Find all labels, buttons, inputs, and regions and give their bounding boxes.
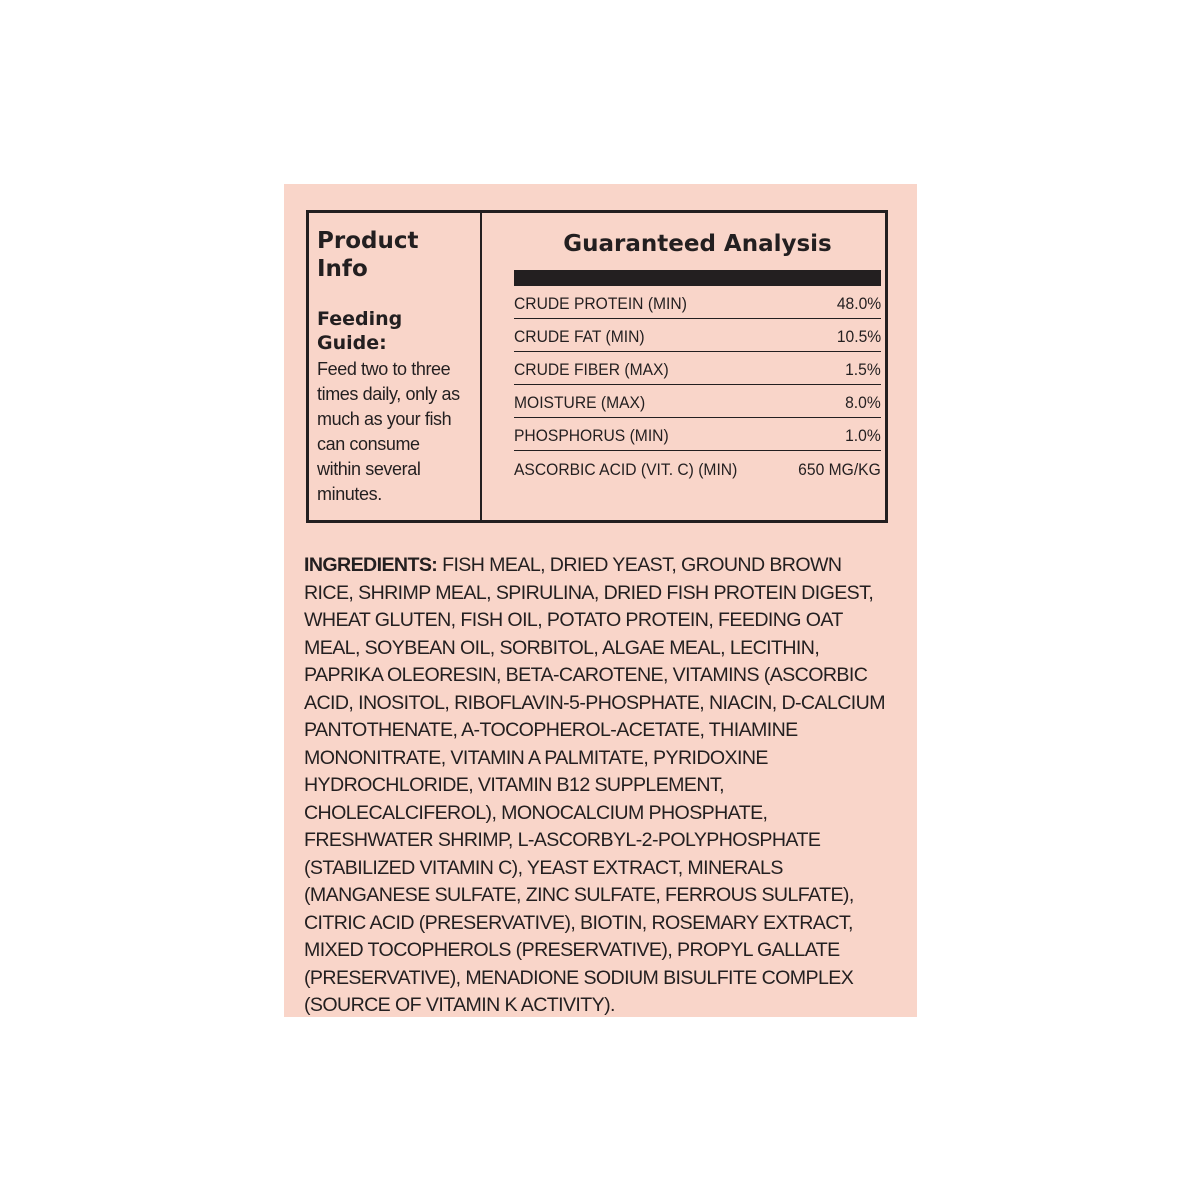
label-panel bbox=[284, 184, 917, 1017]
analysis-row-name: PHOSPHORUS (MIN) bbox=[514, 426, 669, 445]
ingredients-text: FISH MEAL, DRIED YEAST, GROUND BROWN RICE, SHRIMP MEAL, SPIRULINA, DRIED FISH PROTEIN DIGEST, WHEAT GLUTEN, FISH OIL, POTATO PROTEIN, FEEDING OAT MEAL, SOYBEAN OIL, SORBITOL, ALGAE MEAL, LECITHIN, PAPRIKA OLEORESIN, BETA-CAROTENE, VITAMINS (ASCORBIC ACID, INOSITOL, RIBOFLAVIN-5-PHOSPHATE, NIACIN, D-CALCIUM PANTOTHENATE, A-TOCOPHEROL-ACETATE, THIAMINE MONONITRATE, VITAMIN A PALMITATE, PYRIDOXINE HYDROCHLORIDE, VITAMIN B12 SUPPLEMENT, CHOLECALCIFEROL), MONOCALCIUM PHOSPHATE, FRESHWATER SHRIMP, L-ASCORBYL-2-POLYPHOSPHATE (STABILIZED VITAMIN C), YEAST EXTRACT, MINERALS (MANGANESE SULFATE, ZINC SULFATE, FERROUS SULFATE), CITRIC ACID (PRESERVATIVE), BIOTIN, ROSEMARY EXTRACT, MIXED TOCOPHEROLS (PRESERVATIVE), PROPYL GALLATE (PRESERVATIVE), MENADIONE SODIUM BISULFITE COMPLEX (SOURCE OF VITAMIN K ACTIVITY). bbox=[304, 554, 885, 1016]
analysis-table bbox=[514, 286, 881, 484]
product-info-title: Product Info bbox=[317, 228, 419, 282]
analysis-row bbox=[514, 352, 881, 385]
analysis-row-value: 1.0% bbox=[845, 426, 881, 445]
analysis-row bbox=[514, 286, 881, 319]
guaranteed-analysis-column bbox=[482, 213, 885, 520]
analysis-row-name: CRUDE PROTEIN (MIN) bbox=[514, 294, 687, 313]
ingredients-label: INGREDIENTS: bbox=[304, 554, 438, 576]
analysis-row bbox=[514, 385, 881, 418]
analysis-row-value: 48.0% bbox=[836, 294, 881, 313]
analysis-row-value: 650 MG/KG bbox=[798, 459, 881, 479]
analysis-row bbox=[514, 418, 881, 451]
feeding-guide-text: Feed two to three times daily, only as much as your fish can consume within several minutes. bbox=[317, 359, 460, 504]
analysis-row-name: MOISTURE (MAX) bbox=[514, 393, 646, 412]
analysis-row-name: ASCORBIC ACID (VIT. C) (MIN) bbox=[514, 459, 738, 479]
analysis-row-value: 1.5% bbox=[845, 360, 881, 379]
guaranteed-analysis-title: Guaranteed Analysis bbox=[563, 231, 832, 257]
analysis-row bbox=[514, 319, 881, 352]
ingredients-list bbox=[304, 552, 894, 1020]
analysis-header-bar bbox=[514, 270, 881, 286]
analysis-row-value: 10.5% bbox=[836, 327, 881, 346]
analysis-row-name: CRUDE FIBER (MAX) bbox=[514, 360, 669, 379]
analysis-row-name: CRUDE FAT (MIN) bbox=[514, 327, 645, 346]
analysis-row bbox=[514, 451, 881, 484]
info-box bbox=[306, 210, 888, 523]
analysis-row-value: 8.0% bbox=[845, 393, 881, 412]
product-info-column bbox=[309, 213, 482, 520]
feeding-guide-title: Feeding Guide: bbox=[317, 308, 403, 354]
